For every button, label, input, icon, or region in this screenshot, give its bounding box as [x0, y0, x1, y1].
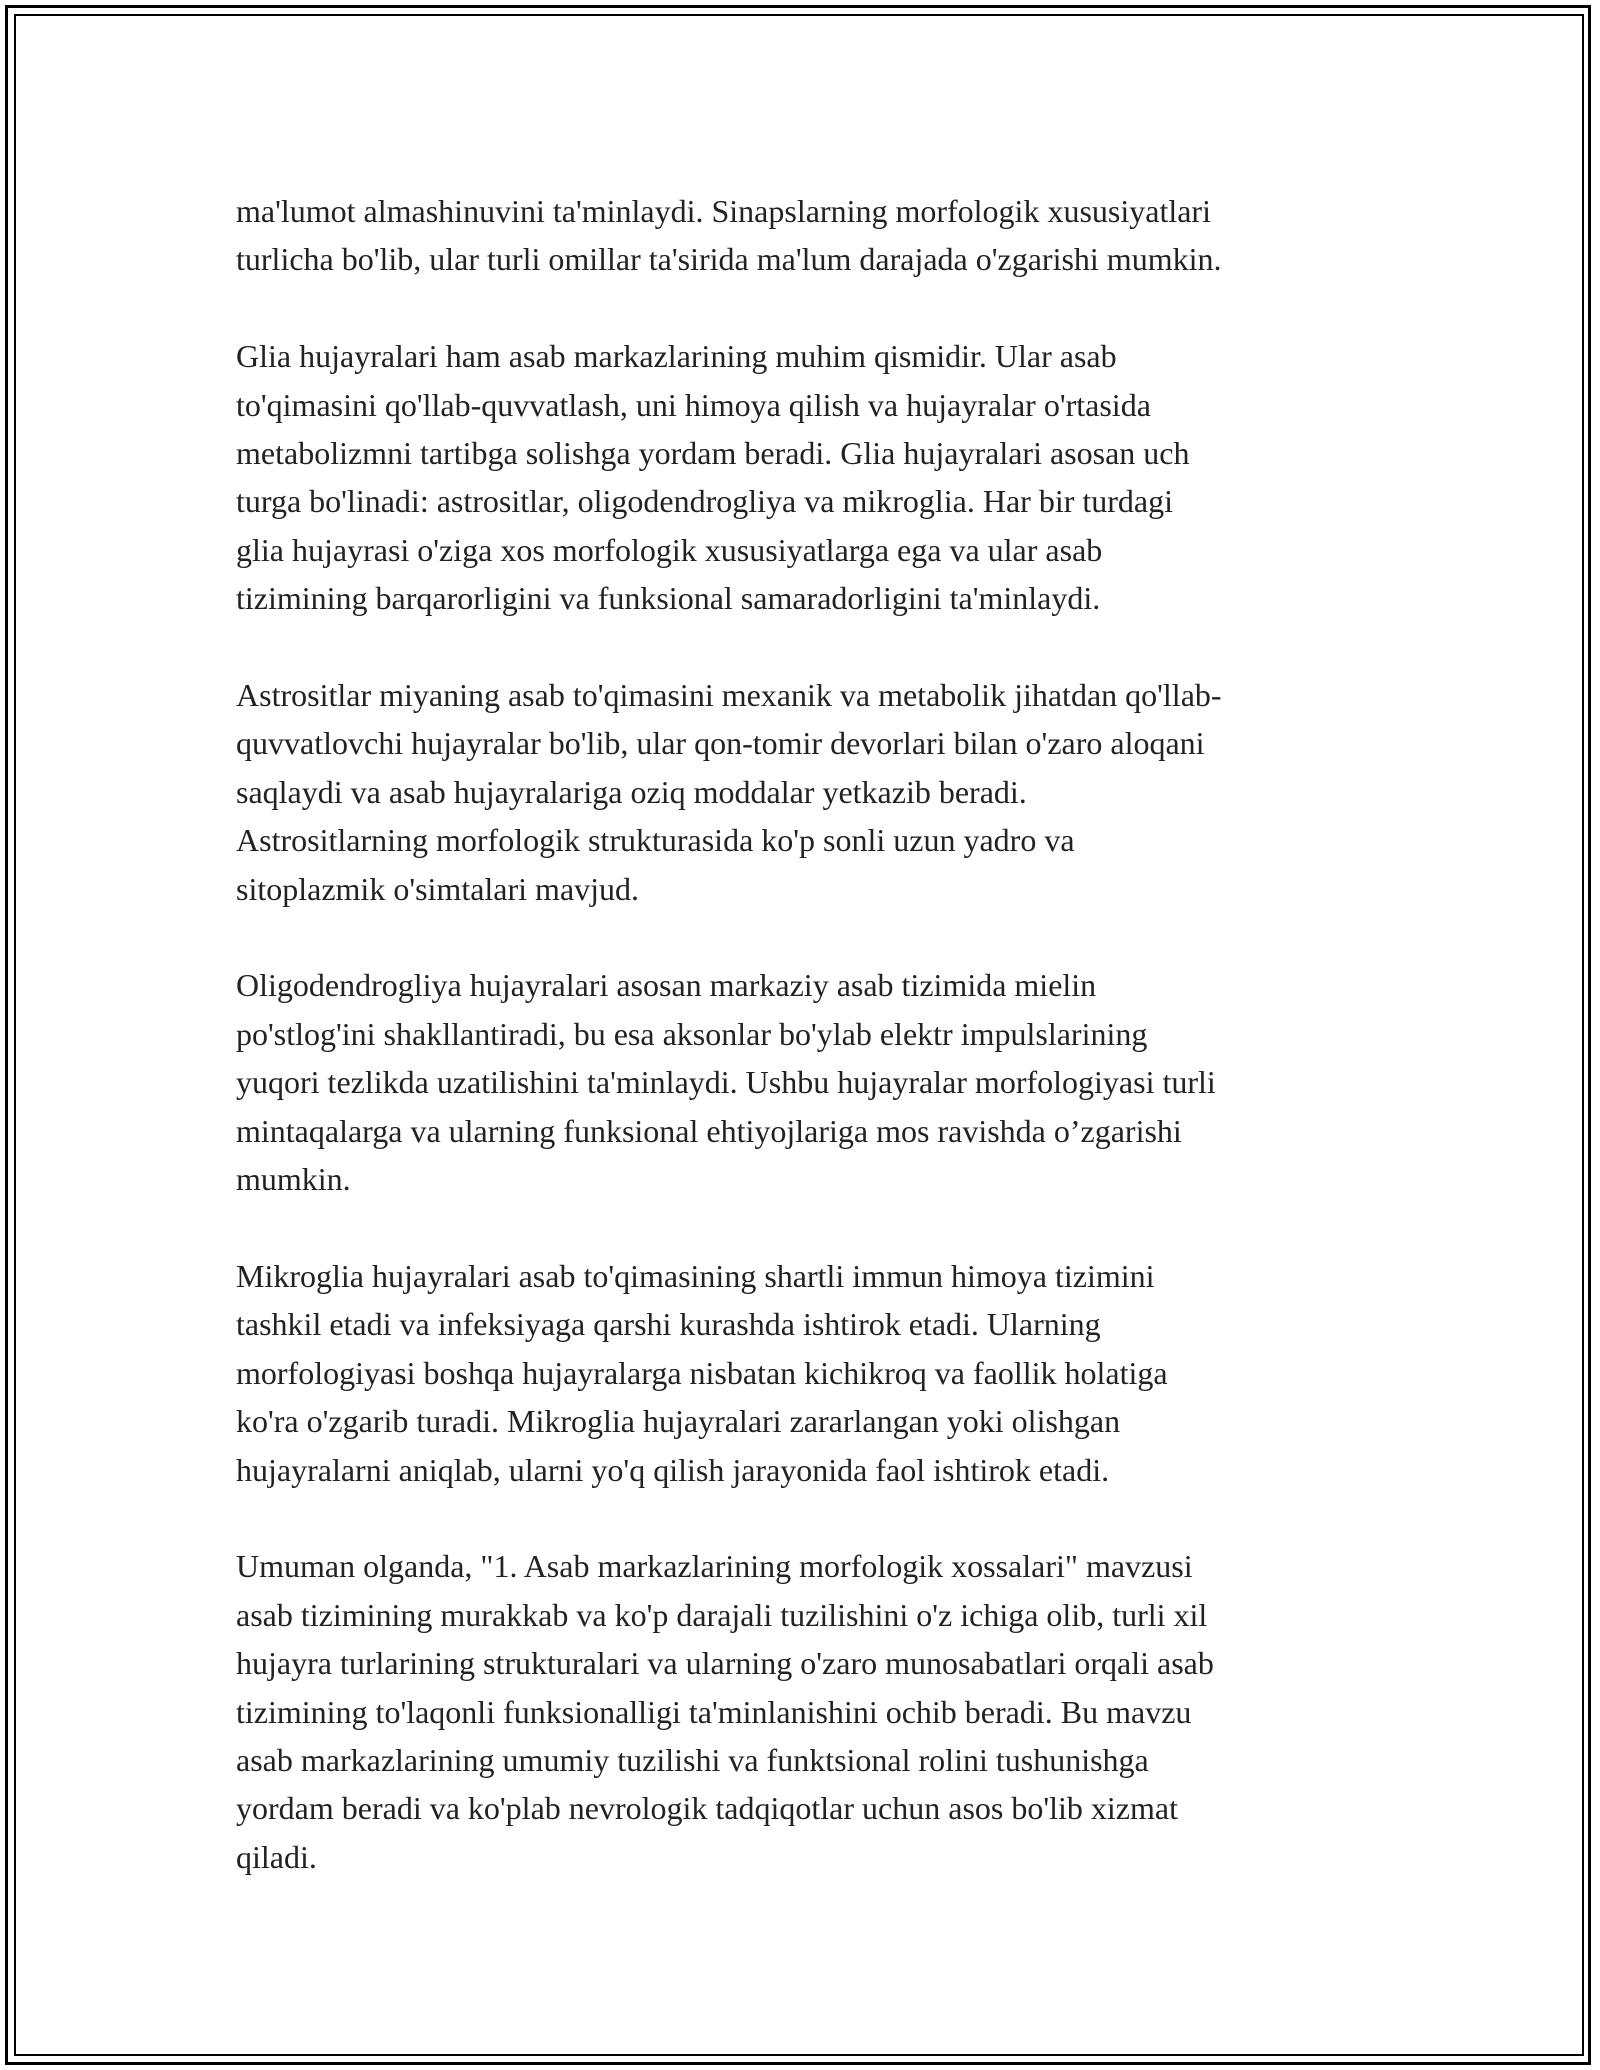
paragraph-glia: [236, 332, 1396, 622]
text-line: ma'lumot almashinuvini ta'minlaydi. Sinapslarning morfologik xususiyatlari: [236, 193, 1211, 229]
text-line: glia hujayrasi o'ziga xos morfologik xususiyatlarga ega va ular asab: [236, 531, 1103, 568]
text-line: Oligodendrogliya hujayralari asosan markaziy asab tizimida mielin: [236, 967, 1097, 1004]
text-line: saqlaydi va asab hujayralariga oziq moddalar yetkazib beradi.: [236, 773, 1027, 810]
text-line: Astrositlarning morfologik strukturasida ko'p sonli uzun yadro va: [236, 822, 1075, 859]
text-line: Mikroglia hujayralari asab to'qimasining shartli immun himoya tizimini: [236, 1257, 1155, 1294]
text-line: yuqori tezlikda uzatilishini ta'minlaydi. Ushbu hujayralar morfologiyasi turli: [236, 1064, 1216, 1101]
text-line: Umuman olganda, "1. Asab markazlarining morfologik xossalari" mavzusi: [236, 1548, 1193, 1585]
text-line: tizimining barqarorligini va funksional samaradorligini ta'minlaydi.: [236, 580, 1101, 617]
paragraph-synapses: [236, 187, 1396, 284]
text-line: Glia hujayralari ham asab markazlarining muhim qismidir. Ular asab: [236, 338, 1117, 375]
paragraph-microglia: [236, 1252, 1396, 1494]
paragraph-astrocytes: [236, 671, 1396, 913]
text-line: yordam beradi va ko'plab nevrologik tadqiqotlar uchun asos bo'lib xizmat: [236, 1790, 1178, 1827]
text-line: tashkil etadi va infeksiyaga qarshi kurashda ishtirok etadi. Ularning: [236, 1306, 1101, 1343]
text-line: to'qimasini qo'llab-quvvatlash, uni himoya qilish va hujayralar o'rtasida: [236, 386, 1151, 423]
text-line: mumkin.: [236, 1161, 351, 1198]
text-line: hujayra turlarining strukturalari va ularning o'zaro munosabatlari orqali asab: [236, 1645, 1214, 1682]
text-line: sitoplazmik o'simtalari mavjud.: [236, 870, 640, 907]
paragraph-conclusion: [236, 1542, 1396, 1881]
text-line: turga bo'linadi: astrositlar, oligodendrogliya va mikroglia. Har bir turdagi: [236, 483, 1174, 520]
paragraph-oligodendroglia: [236, 961, 1396, 1203]
text-line: asab tizimining murakkab va ko'p darajali tuzilishini o'z ichiga olib, turli xil: [236, 1596, 1208, 1633]
text-line: qiladi.: [236, 1838, 317, 1875]
text-line: turlicha bo'lib, ular turli omillar ta'sirida ma'lum darajada o'zgarishi mumkin.: [236, 241, 1222, 278]
text-line: metabolizmni tartibga solishga yordam beradi. Glia hujayralari asosan uch: [236, 435, 1190, 472]
text-line: quvvatlovchi hujayralar bo'lib, ular qon-tomir devorlari bilan o'zaro aloqani: [236, 725, 1205, 762]
text-line: asab markazlarining umumiy tuzilishi va funktsional rolini tushunishga: [236, 1741, 1149, 1778]
text-line: ko'ra o'zgarib turadi. Mikroglia hujayralari zararlangan yoki olishgan: [236, 1403, 1121, 1440]
text-line: po'stlog'ini shakllantiradi, bu esa aksonlar bo'ylab elektr impulslarining: [236, 1015, 1148, 1052]
document-body: [236, 187, 1396, 1930]
text-line: mintaqalarga va ularning funksional ehtiyojlariga mos ravishda o’zgarishi: [236, 1112, 1182, 1149]
text-line: tizimining to'laqonli funksionalligi ta'minlanishini ochib beradi. Bu mavzu: [236, 1693, 1192, 1730]
text-line: morfologiyasi boshqa hujayralarga nisbatan kichikroq va faollik holatiga: [236, 1354, 1168, 1391]
text-line: hujayralarni aniqlab, ularni yo'q qilish jarayonida faol ishtirok etadi.: [236, 1451, 1110, 1488]
text-line: Astrositlar miyaning asab to'qimasini mexanik va metabolik jihatdan qo'llab-: [236, 677, 1222, 714]
